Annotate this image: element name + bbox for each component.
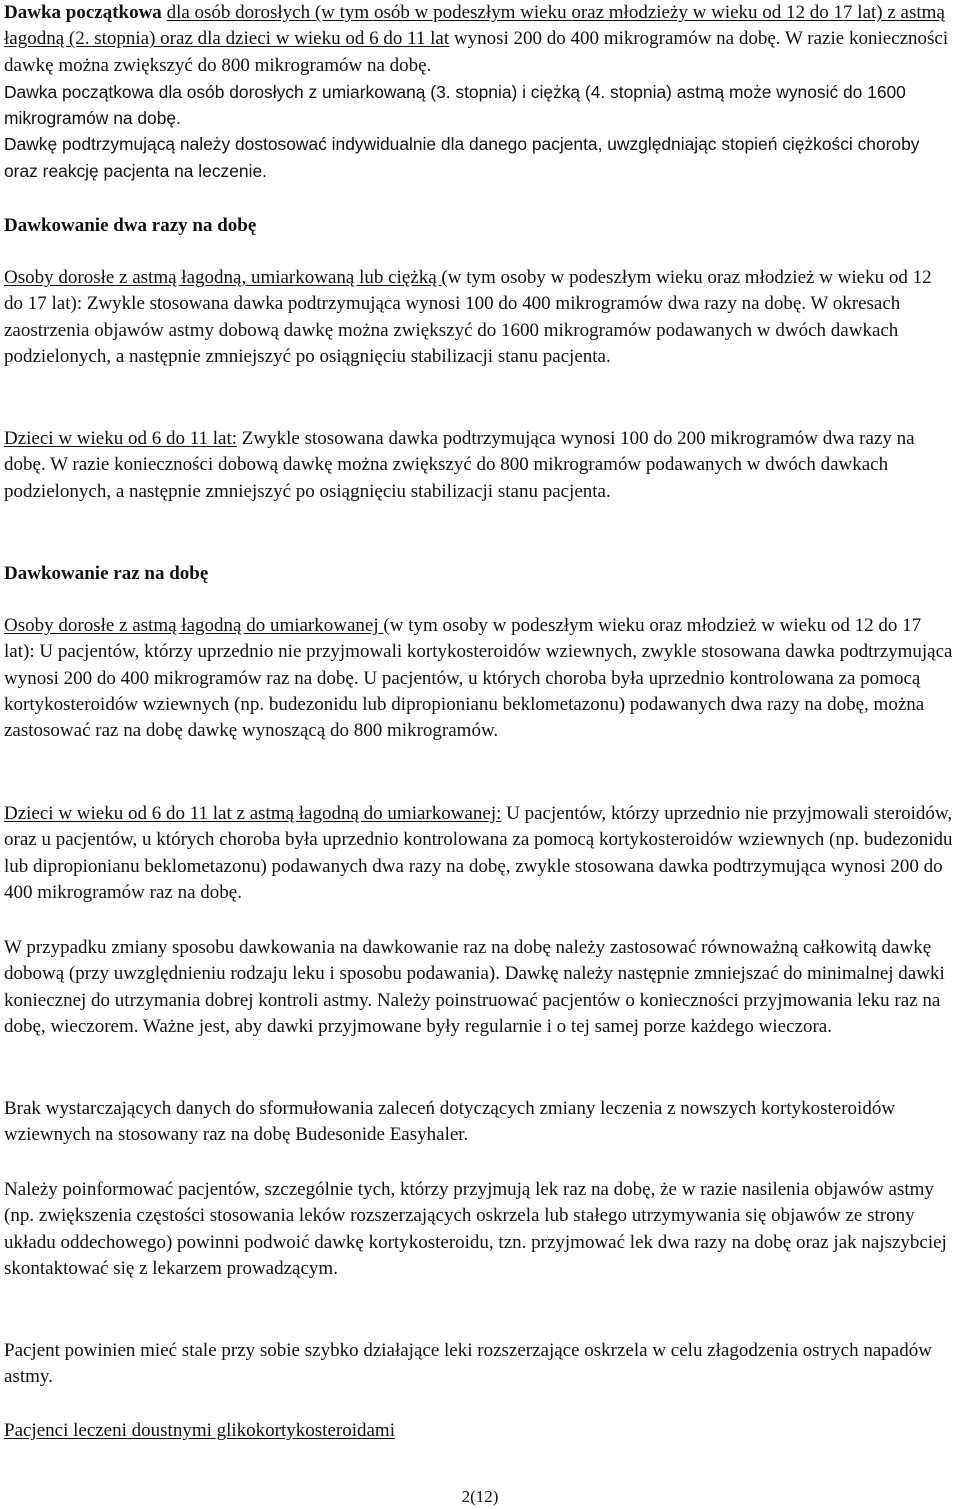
oral-steroids-label: Pacjenci leczeni doustnymi glikokortykosteroidami xyxy=(4,1420,395,1441)
initial-dose-severe-paragraph: Dawka początkowa dla osób dorosłych z umiarkowaną (3. stopnia) i ciężką (4. stopnia) astmą może wynosić do 1600 mikrogramów na dobę. xyxy=(4,81,906,129)
twice-daily-children-paragraph xyxy=(4,426,955,505)
page-number: 2(12) xyxy=(461,1487,499,1506)
twice-daily-children-text: Zwykle stosowana dawka podtrzymująca wynosi 100 do 200 mikrogramów dwa razy na dobę. W razie konieczności dobową dawkę można zwiększyć do 800 mikrogramów podawanych w dwóch dawkach podzielonych, a następnie zmniejszyć po osiągnięciu stabilizacji stanu pacjenta. xyxy=(4,428,915,502)
initial-dose-label: Dawka początkowa xyxy=(4,2,162,23)
rescue-inhaler-paragraph: Pacjent powinien mieć stale przy sobie szybko działające leki rozszerzające oskrzela w celu złagodzenia ostrych napadów astmy. xyxy=(4,1340,932,1388)
once-daily-heading: Dawkowanie raz na dobę xyxy=(4,563,209,584)
once-daily-children-paragraph xyxy=(4,801,955,906)
once-daily-children-label: Dzieci w wieku od 6 do 11 lat z astmą łagodną do umiarkowanej: xyxy=(4,803,502,824)
insufficient-data-paragraph: Brak wystarczających danych do sformułowania zaleceń dotyczących zmiany leczenia z nowszych kortykosteroidów wziewnych na stosowany raz na dobę Budesonide Easyhaler. xyxy=(4,1098,896,1146)
twice-daily-adults-text: (w tym osoby w podeszłym wieku oraz młodzież w wieku od 12 do 17 lat): Zwykle stosowana dawka podtrzymująca wynosi 100 do 400 mikrogramów dwa razy na dobę. W okresach zaostrzenia objawów astmy dobową dawkę można zwiększyć do 1600 mikrogramów podawanych w dwóch dawkach podzielonych, a następnie zmniejszyć po osiągnięciu stabilizacji stanu pacjenta. xyxy=(4,267,932,367)
twice-daily-heading: Dawkowanie dwa razy na dobę xyxy=(4,215,257,236)
twice-daily-adults-paragraph xyxy=(4,265,955,370)
once-daily-adults-text: (w tym osoby w podeszłym wieku oraz młodzież w wieku od 12 do 17 lat): U pacjentów, którzy uprzednio nie przyjmowali kortykosteroidów wziewnych, zwykle stosowana dawka podtrzymująca wynosi 200 do 400 mikrogramów raz na dobę. U pacjentów, u których choroba była uprzednio kontrolowana za pomocą kortykosteroidów wziewnych (np. budezonidu lub dipropionianu beklometazonu) podawanych dwa razy na dobę, można zastosować raz na dobę dawkę wynoszącą do 800 mikrogramów. xyxy=(4,615,953,742)
patient-information-paragraph: Należy poinformować pacjentów, szczególnie tych, którzy przyjmują lek raz na dobę, że w razie nasilenia objawów astmy (np. zwiększenia częstości stosowania leków rozszerzających oskrzela lub stałego utrzymywania się objawów ze strony układu oddechowego) powinni podwoić dawkę kortykosteroidu, tzn. przyjmować lek dwa razy na dobę oraz jak najszybciej skontaktować się z lekarzem prowadzącym. xyxy=(4,1179,947,1279)
switching-dosing-paragraph: W przypadku zmiany sposobu dawkowania na dawkowanie raz na dobę należy zastosować równoważną całkowitą dawkę dobową (przy uwzględnieniu rodzaju leku i sposobu podawania). Dawkę należy następnie zmniejszać do minimalnej dawki koniecznej do utrzymania dobrej kontroli astmy. Należy poinstruować pacjentów o konieczności przyjmowania leku raz na dobę, wieczorem. Ważne jest, aby dawki przyjmowane były regularnie i o tej samej porze każdego wieczora. xyxy=(4,937,945,1037)
initial-dose-text: wynosi 200 do 400 mikrogramów na dobę. W razie konieczności dawkę można zwiększyć do 800 mikrogramów na dobę. xyxy=(4,28,949,76)
initial-dose-population: dla osób dorosłych (w tym osób w podeszłym wieku oraz młodzieży w wieku od 12 do 17 lat) z astmą łagodną (2. stopnia) oraz dla dzieci w wieku od 6 do 11 lat xyxy=(4,2,945,50)
intro-block xyxy=(4,0,955,184)
once-daily-children-text: U pacjentów, którzy uprzednio nie przyjmowali steroidów, oraz u pacjentów, u których choroba była uprzednio kontrolowana za pomocą kortykosteroidów wziewnych (np. budezonidu lub dipropionianu beklometazonu) podawanych dwa razy na dobę, zwykle stosowana dawka podtrzymująca wynosi 200 do 400 mikrogramów raz na dobę. xyxy=(4,803,953,903)
initial-dose-paragraph xyxy=(4,0,955,79)
oral-steroids-subheading xyxy=(4,1418,395,1444)
once-daily-adults-label: Osoby dorosłe z astmą łagodną do umiarkowanej xyxy=(4,615,384,636)
maintenance-dose-paragraph: Dawkę podtrzymującą należy dostosować indywidualnie dla danego pacjenta, uwzględniając stopień ciężkości choroby oraz reakcję pacjenta na leczenie. xyxy=(4,134,920,181)
twice-daily-adults-label: Osoby dorosłe z astmą łagodną, umiarkowaną lub ciężką xyxy=(4,267,442,288)
once-daily-adults-paragraph xyxy=(4,613,955,744)
twice-daily-children-label: Dzieci w wieku od 6 do 11 lat: xyxy=(4,428,238,449)
